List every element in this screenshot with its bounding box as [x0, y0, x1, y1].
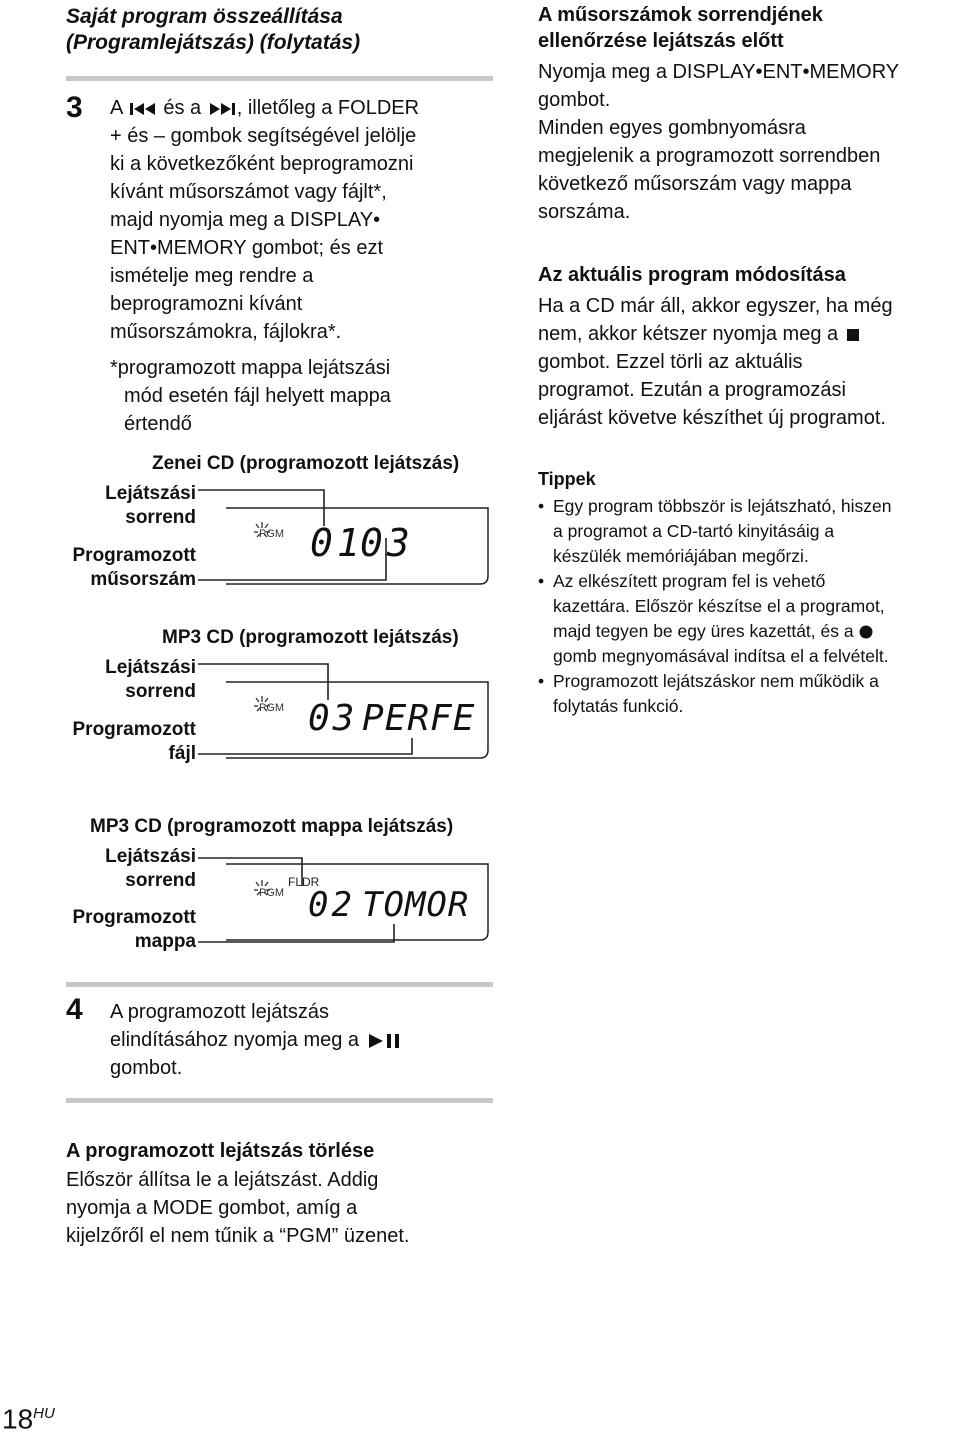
diagram-1-label-order: Lejátszási sorrend: [105, 483, 196, 528]
prev-track-icon: [128, 101, 158, 117]
diagram-1-display: [196, 480, 496, 590]
diagram-3-caption: MP3 CD (programozott mappa lejátszás): [90, 816, 454, 837]
step-4-text: A programozott lejátszás elindításához nyomja meg a gombot.: [110, 998, 500, 1082]
diagram-2-caption: MP3 CD (programozott lejátszás): [162, 627, 459, 648]
tip-item: • Az elkészített program fel is vehető kazettára. Először készítse el a programot, majd tegyen be egy üres kazettát, és a gomb megnyomásával indítsa el a felvételt.: [538, 569, 960, 669]
diagram-2-item-text: PERFE: [362, 698, 476, 739]
modify-section: Az aktuális program módosítása Ha a CD már áll, akkor egyszer, ha még nem, akkor kétszer nyomja meg a gombot. Ezzel törli az aktuális programot. Ezután a programozási eljárást követve készíthet új programot.: [538, 262, 958, 432]
diagram-2-order-digits: 03: [308, 698, 358, 739]
diagram-3-item-text: TOMOR: [362, 885, 470, 925]
diagram-2-label-item: Programozott fájl: [72, 719, 196, 764]
diagram-3-label-order: Lejátszási sorrend: [105, 846, 196, 891]
clear-heading: A programozott lejátszás törlése: [66, 1140, 375, 1162]
step-3-text: A és a , illetőleg a FOLDER + és – gombok segítségével jelölje ki a következőként beprogramozni kívánt műsorszámot vagy fájlt*, majd nyomja meg a DISPLAY• ENT•MEMORY gombot; és ezt ismételje meg rendre a beprogramozni kívánt műsorszámokra, fájlokra*.: [110, 94, 500, 346]
heading-line-1: Saját program összeállítása: [66, 5, 343, 28]
fldr-indicator: FLDR: [288, 875, 320, 889]
diagram-3-order-digits: 02: [308, 885, 355, 925]
check-section: A műsorszámok sorrendjének ellenőrzése lejátszás előtt Nyomja meg a DISPLAY•ENT•MEMORY gombot. Minden egyes gombnyomásra megjelenik a programozott sorrendben következő műsorszám vagy mappa sorszáma.: [538, 2, 958, 226]
stop-icon: [844, 327, 862, 343]
step-3-footnote: *programozott mappa lejátszási mód esetén fájl helyett mappa értendő: [110, 357, 391, 435]
section-rule: [66, 76, 493, 81]
tips-section: [538, 466, 960, 719]
step-3-line-1: A és a , illetőleg a FOLDER: [110, 97, 420, 119]
clear-section: A programozott lejátszás törlése Először állítsa le a lejátszást. Addig nyomja a MODE gombot, amíg a kijelzőről el nem tűnik a “PGM” üzenet.: [66, 1138, 506, 1250]
tip-item: • Programozott lejátszáskor nem működik a folytatás funkció.: [538, 669, 960, 719]
step-4-bottom-rule: [66, 1098, 493, 1103]
pgm-indicator: PGM: [259, 528, 285, 540]
step-4-top-rule: [66, 982, 493, 987]
tips-heading: Tippek: [538, 469, 596, 489]
page-language-suffix: HU: [33, 1405, 55, 1422]
play-pause-icon: [365, 1032, 405, 1050]
tips-list: [538, 494, 960, 719]
check-heading: A műsorszámok sorrendjének ellenőrzése lejátszás előtt: [538, 4, 823, 52]
heading-line-2: (Programlejátszás) (folytatás): [66, 31, 361, 54]
tip-item: • Egy program többször is lejátszható, hiszen a programot a CD-tartó kinyitásáig a készülék memóriájában megőrzi.: [538, 494, 960, 569]
diagram-1-order-digits: 01: [310, 521, 364, 565]
record-icon: [858, 624, 874, 640]
step-3-number: 3: [66, 91, 83, 124]
modify-heading: Az aktuális program módosítása: [538, 264, 846, 286]
page-number: $18^{HU}$: [2, 1403, 55, 1435]
step-4-number: 4: [66, 993, 83, 1026]
pgm-indicator: PGM: [259, 887, 285, 899]
pgm-indicator: PGM: [259, 702, 285, 714]
section-heading: [66, 4, 360, 56]
diagram-1-label-item: Programozott műsorszám: [72, 545, 196, 590]
diagram-2-display: [196, 654, 496, 764]
diagram-1-item-digits: 03: [360, 521, 414, 565]
next-track-icon: [207, 101, 237, 117]
diagram-2-label-order: Lejátszási sorrend: [105, 657, 196, 702]
diagram-3-label-item: Programozott mappa: [72, 907, 196, 952]
diagram-3-display: [196, 842, 496, 954]
diagram-1-caption: Zenei CD (programozott lejátszás): [152, 453, 460, 474]
